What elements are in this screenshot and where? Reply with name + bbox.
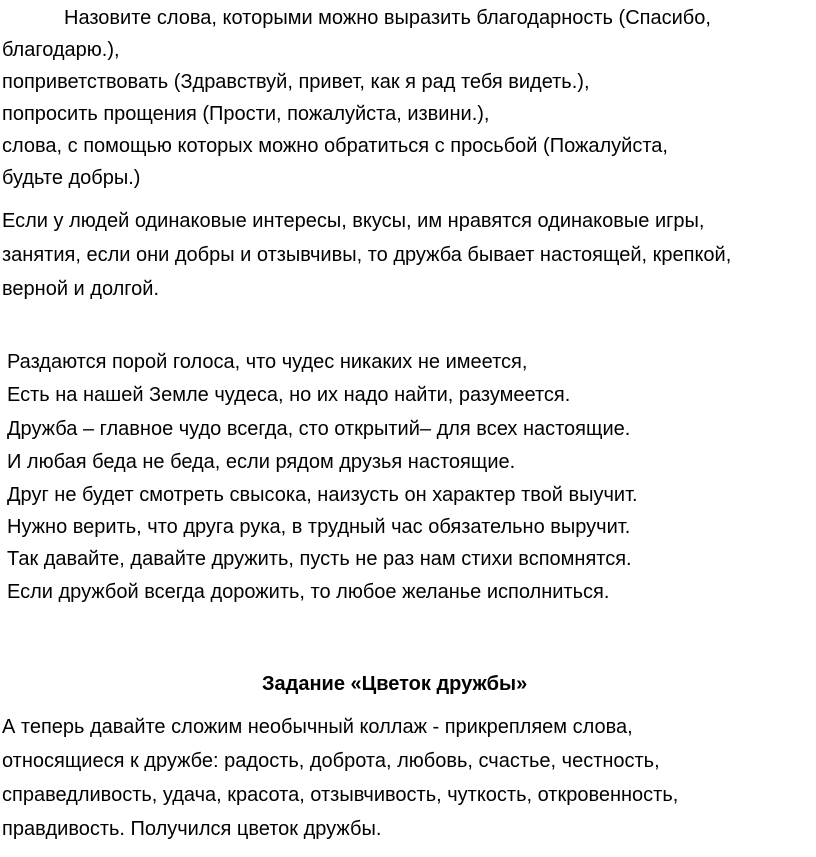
poem-line: Есть на нашей Земле чудеса, но их надо найти, разумеется. (7, 384, 571, 406)
friendship-line: занятия, если они добры и отзывчивы, то дружба бывает настоящей, крепкой, (2, 244, 732, 266)
intro-line: слова, с помощью которых можно обратиться с просьбой (Пожалуйста, (2, 135, 668, 157)
intro-line: благодарю.), (2, 39, 120, 61)
poem-line: Так давайте, давайте дружить, пусть не раз нам стихи вспомнятся. (7, 548, 632, 570)
poem-line: Раздаются порой голоса, что чудес никаких не имеется, (7, 351, 528, 373)
intro-line: попросить прощения (Прости, пожалуйста, извини.), (2, 103, 490, 125)
intro-line: Назовите слова, которыми можно выразить благодарность (Спасибо, (64, 7, 711, 29)
friendship-line: Если у людей одинаковые интересы, вкусы, им нравятся одинаковые игры, (2, 210, 705, 232)
poem-line: И любая беда не беда, если рядом друзья настоящие. (7, 451, 516, 473)
poem-line: Если дружбой всегда дорожить, то любое желанье исполниться. (7, 581, 610, 603)
intro-line: поприветствовать (Здравствуй, привет, как я рад тебя видеть.), (2, 71, 590, 93)
task-line: относящиеся к дружбе: радость, доброта, любовь, счастье, честность, (2, 750, 660, 772)
friendship-line: верной и долгой. (2, 278, 160, 300)
task-line: А теперь давайте сложим необычный коллаж - прикрепляем слова, (2, 716, 633, 738)
task-line: правдивость. Получился цветок дружбы. (2, 818, 382, 840)
poem-line: Друг не будет смотреть свысока, наизусть он характер твой выучит. (7, 484, 638, 506)
poem-line: Нужно верить, что друга рука, в трудный час обязательно выручит. (7, 516, 631, 538)
intro-line: будьте добры.) (2, 167, 141, 189)
task-title: Задание «Цветок дружбы» (262, 673, 528, 695)
task-line: справедливость, удача, красота, отзывчивость, чуткость, откровенность, (2, 784, 679, 806)
poem-line: Дружба – главное чудо всегда, сто открытий– для всех настоящие. (7, 418, 631, 440)
